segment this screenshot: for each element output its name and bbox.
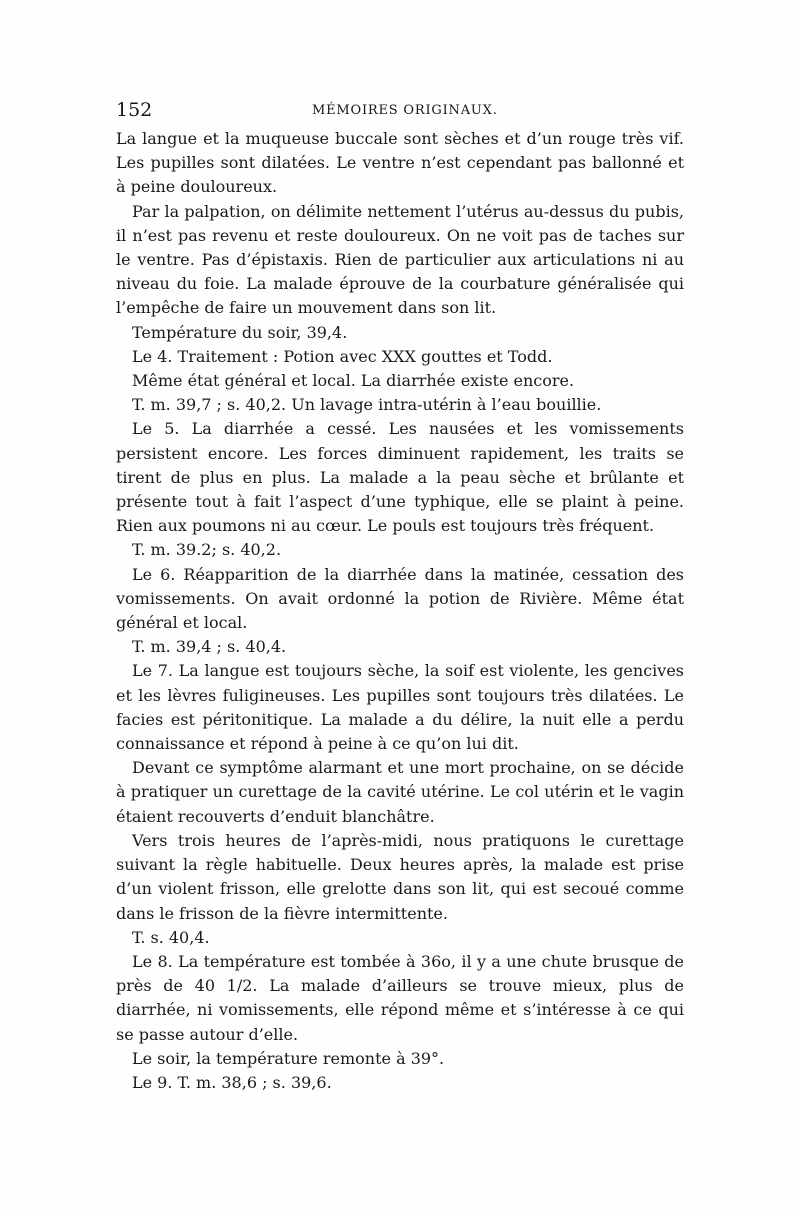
paragraph: Devant ce symptôme alarmant et une mort prochaine, on se décide à pratiquer un curettage de la cavité utérine. Le col utérin et le vagin étaient recouverts d’enduit blanchâtre. bbox=[116, 758, 684, 826]
paragraph: Le 8. La température est tombée à 36o, il y a une chute brusque de près de 40 1/2. La malade d’ailleurs se trouve mieux, plus de diarrhée, ni vomissements, elle répond même et s’intéresse à ce qui se passe autour d’elle. bbox=[116, 951, 684, 1044]
page-header bbox=[116, 97, 684, 123]
running-head: MÉMOIRES ORIGINAUX. bbox=[312, 103, 498, 118]
paragraph: Le 7. La langue est toujours sèche, la soif est violente, les gencives et les lèvres fuligineuses. Les pupilles sont toujours très dilatées. Le facies est péritonitique. La malade a du délire, la nuit elle a perdu connaissance et répond à peine à ce qu’on lui dit. bbox=[116, 661, 684, 754]
paragraph: T. m. 39,4 ; s. 40,4. bbox=[132, 637, 287, 657]
paragraph: La langue et la muqueuse buccale sont sèches et d’un rouge très vif. Les pupilles sont dilatées. Le ventre n’est cependant pas ballonné et à peine douloureux. bbox=[116, 129, 684, 197]
paragraph: Vers trois heures de l’après-midi, nous pratiquons le curettage suivant la règle habituelle. Deux heures après, la malade est prise d’un violent frisson, elle grelotte dans son lit, qui est secoué comme dans le frisson de la fièvre intermittente. bbox=[116, 830, 684, 923]
paragraph: Le 9. T. m. 38,6 ; s. 39,6. bbox=[132, 1072, 332, 1092]
paragraph: Le soir, la température remonte à 39°. bbox=[132, 1048, 445, 1068]
page-number: 152 bbox=[116, 99, 153, 121]
paragraph: T. m. 39.2; s. 40,2. bbox=[132, 540, 282, 560]
paragraph: Le 5. La diarrhée a cessé. Les nausées et les vomissements persistent encore. Les forces diminuent rapidement, les traits se tirent de plus en plus. La malade a la peau sèche et brûlante et présente tout à fait l’aspect d’une typhique, elle se plaint à peine. Rien aux poumons ni au cœur. Le pouls est toujours très fréquent. bbox=[116, 419, 684, 536]
paragraph: Le 6. Réapparition de la diarrhée dans la matinée, cessation des vomissements. On avait ordonné la potion de Rivière. Même état général et local. bbox=[116, 564, 684, 633]
paragraph: T. s. 40,4. bbox=[132, 927, 210, 947]
body-text bbox=[116, 127, 684, 1095]
paragraph: T. m. 39,7 ; s. 40,2. Un lavage intra-utérin à l’eau bouillie. bbox=[132, 395, 602, 415]
paragraph: Température du soir, 39,4. bbox=[132, 322, 348, 342]
paragraph: Le 4. Traitement : Potion avec XXX gouttes et Todd. bbox=[132, 346, 553, 366]
paragraph: Même état général et local. La diarrhée existe encore. bbox=[132, 371, 575, 391]
paragraph: Par la palpation, on délimite nettement l’utérus au-dessus du pubis, il n’est pas revenu et reste douloureux. On ne voit pas de taches sur le ventre. Pas d’épistaxis. Rien de particulier aux articulations ni au niveau du foie. La malade éprouve de la courbature généralisée qui l’empêche de faire un mouvement dans son lit. bbox=[116, 201, 684, 318]
